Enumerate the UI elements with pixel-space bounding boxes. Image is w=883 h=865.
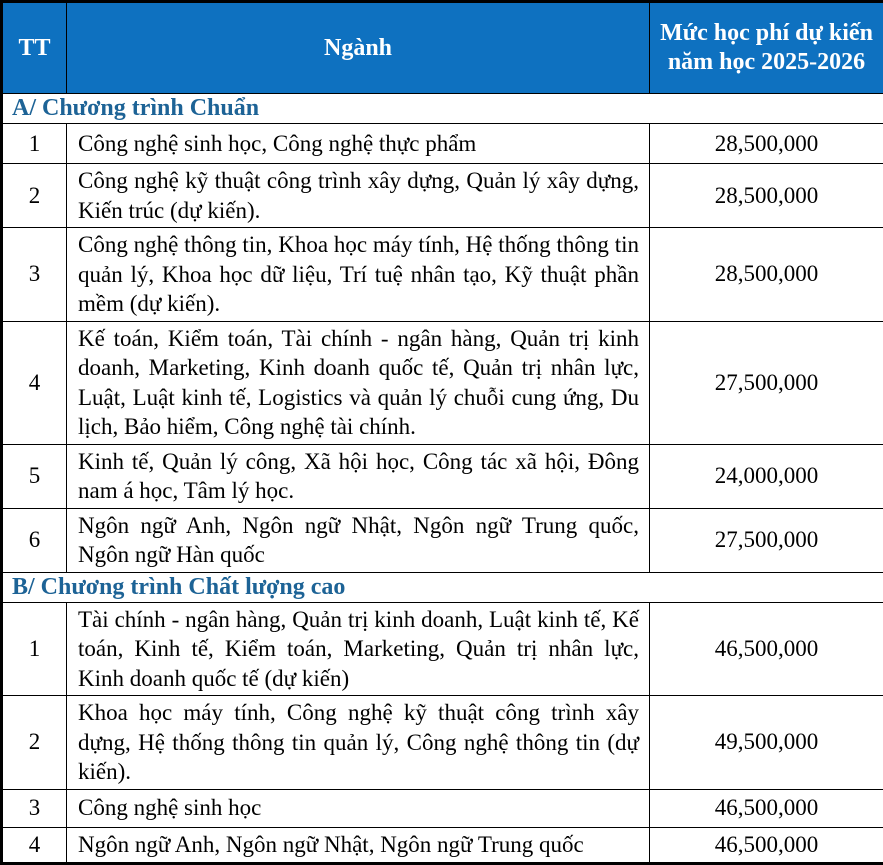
row-number: 3 (2, 228, 67, 322)
row-number: 4 (2, 827, 67, 863)
major-cell: Công nghệ sinh học (67, 789, 650, 827)
table-row (2, 789, 883, 827)
table-row (2, 124, 883, 164)
row-number: 2 (2, 696, 67, 790)
fee-cell: 46,500,000 (650, 789, 883, 827)
fee-cell: 46,500,000 (650, 602, 883, 696)
row-number: 5 (2, 444, 67, 508)
fee-cell: 27,500,000 (650, 508, 883, 572)
table-row (2, 228, 883, 322)
section-header-high-quality (2, 572, 883, 602)
major-cell: Ngôn ngữ Anh, Ngôn ngữ Nhật, Ngôn ngữ Trung quốc (67, 827, 650, 863)
major-cell: Công nghệ thông tin, Khoa học máy tính, Hệ thống thông tin quản lý, Khoa học dữ liệu, Trí tuệ nhân tạo, Kỹ thuật phần mềm (dự kiến). (67, 228, 650, 322)
section-header-standard (2, 94, 883, 124)
header-cell-tt: TT (2, 2, 67, 94)
section-title: B/ Chương trình Chất lượng cao (2, 572, 883, 602)
table-body (2, 94, 883, 864)
major-cell: Kinh tế, Quản lý công, Xã hội học, Công tác xã hội, Đông nam á học, Tâm lý học. (67, 444, 650, 508)
fee-cell: 28,500,000 (650, 164, 883, 228)
fee-cell: 24,000,000 (650, 444, 883, 508)
row-number: 4 (2, 321, 67, 444)
row-number: 1 (2, 124, 67, 164)
row-number: 3 (2, 789, 67, 827)
table-row (2, 827, 883, 863)
fee-cell: 28,500,000 (650, 228, 883, 322)
fee-cell: 49,500,000 (650, 696, 883, 790)
major-cell: Công nghệ sinh học, Công nghệ thực phẩm (67, 124, 650, 164)
table-row (2, 602, 883, 696)
fee-cell: 27,500,000 (650, 321, 883, 444)
row-number: 2 (2, 164, 67, 228)
fee-cell: 46,500,000 (650, 827, 883, 863)
section-title: A/ Chương trình Chuẩn (2, 94, 883, 124)
row-number: 6 (2, 508, 67, 572)
major-cell: Công nghệ kỹ thuật công trình xây dựng, Quản lý xây dựng, Kiến trúc (dự kiến). (67, 164, 650, 228)
fee-cell: 28,500,000 (650, 124, 883, 164)
major-cell: Ngôn ngữ Anh, Ngôn ngữ Nhật, Ngôn ngữ Trung quốc, Ngôn ngữ Hàn quốc (67, 508, 650, 572)
major-cell: Khoa học máy tính, Công nghệ kỹ thuật công trình xây dựng, Hệ thống thông tin quản lý, Công nghệ thông tin (dự kiến). (67, 696, 650, 790)
table-row (2, 321, 883, 444)
row-number: 1 (2, 602, 67, 696)
major-cell: Kế toán, Kiểm toán, Tài chính - ngân hàng, Quản trị kinh doanh, Marketing, Kinh doanh quốc tế, Quản trị nhân lực, Luật, Luật kinh tế, Logistics và quản lý chuỗi cung ứng, Du lịch, Bảo hiểm, Công nghệ tài chính. (67, 321, 650, 444)
table-row (2, 444, 883, 508)
table-row (2, 164, 883, 228)
table-row (2, 508, 883, 572)
major-cell: Tài chính - ngân hàng, Quản trị kinh doanh, Luật kinh tế, Kế toán, Kinh tế, Kiểm toán, Marketing, Quản trị nhân lực, Kinh doanh quốc tế (dự kiến) (67, 602, 650, 696)
table-header (2, 2, 883, 94)
header-cell-fee: Mức học phí dự kiến năm học 2025-2026 (650, 2, 883, 94)
header-cell-major: Ngành (67, 2, 650, 94)
header-row (2, 2, 883, 94)
table-row (2, 696, 883, 790)
